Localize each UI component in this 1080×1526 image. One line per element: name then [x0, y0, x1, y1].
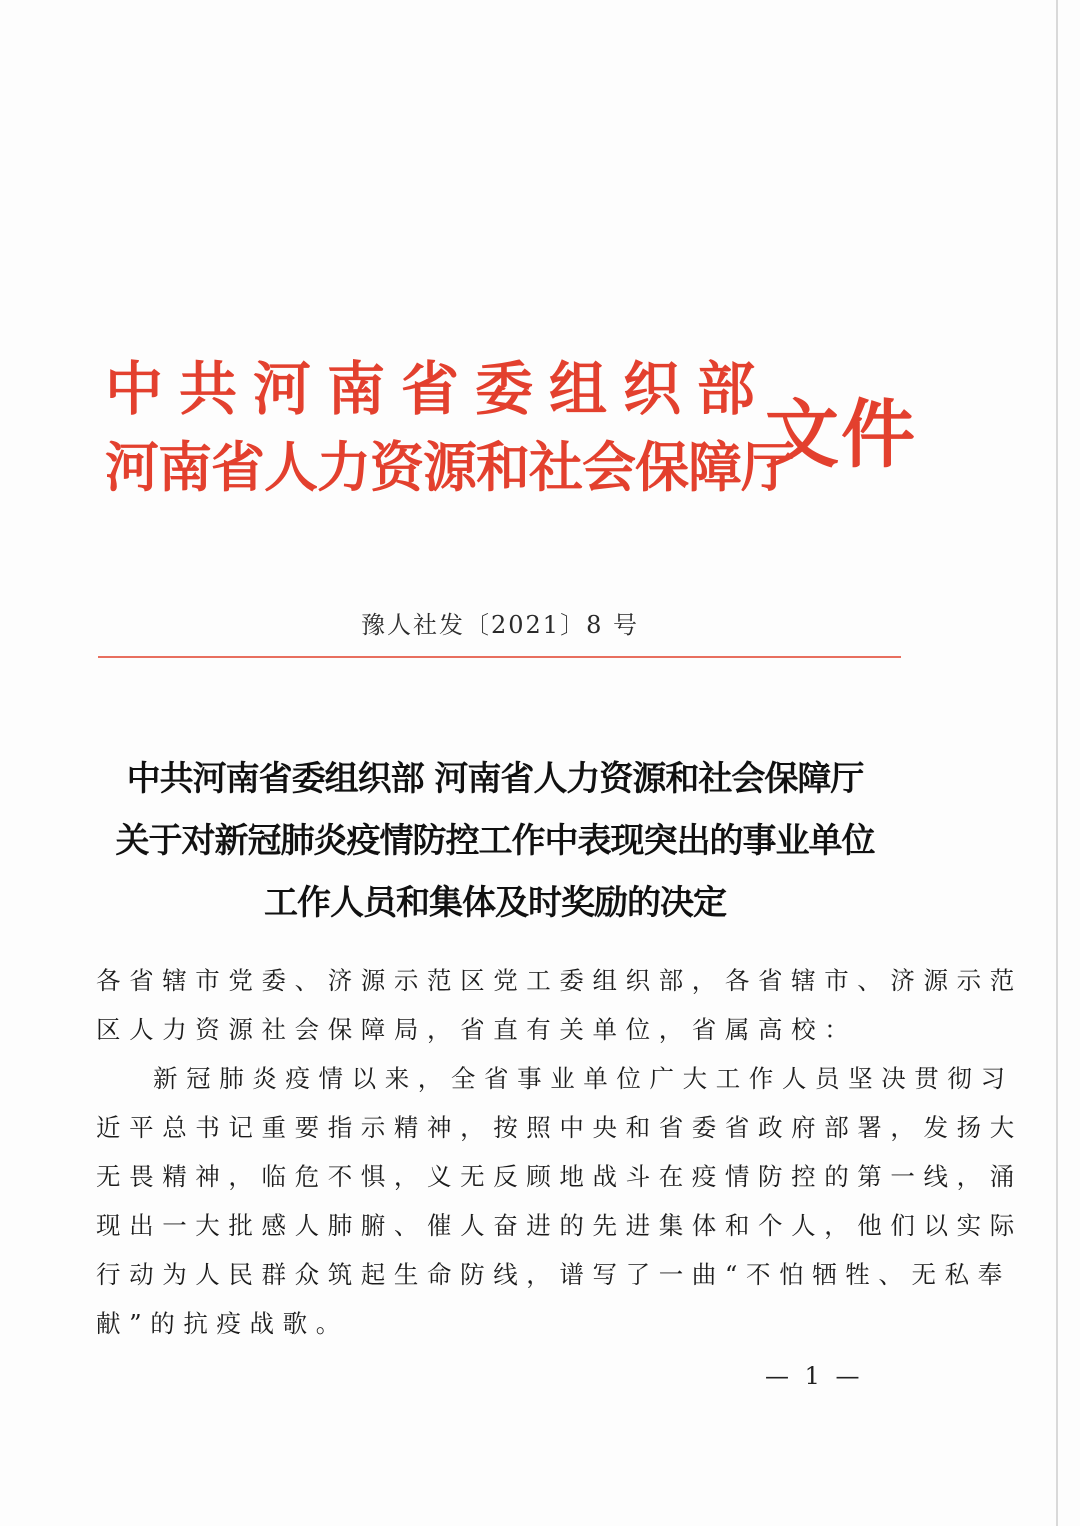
body-line: 献”的抗疫战歌。	[96, 1309, 349, 1338]
title-line-1: 中共河南省委组织部 河南省人力资源和社会保障厅	[126, 759, 864, 799]
issuer-block	[105, 355, 794, 499]
page-number: — 1 —	[765, 1362, 864, 1390]
body-line: 现出一大批感人肺腑、催人奋进的先进集体和个人，他们以实际	[96, 1211, 1023, 1240]
body-line: 行动为人民群众筑起生命防线，谱写了一曲“不怕牺牲、无私奉	[96, 1260, 1011, 1289]
body-line: 近平总书记重要指示精神，按照中央和省委省政府部署，发扬大	[96, 1113, 1023, 1142]
issuer-line-1: 中共河南省委组织部	[105, 355, 772, 423]
title-line-3: 工作人员和集体及时奖励的决定	[264, 883, 726, 923]
body-line: 各省辖市党委、济源示范区党工委组织部，各省辖市、济源示范	[96, 966, 1023, 995]
body-line: 无畏精神，临危不惧，义无反顾地战斗在疫情防控的第一线，涌	[96, 1162, 1023, 1191]
title-line-2: 关于对新冠肺炎疫情防控工作中表现突出的事业单位	[115, 821, 875, 861]
body-line: 新冠肺炎疫情以来，全省事业单位广大工作人员坚决贯彻习	[153, 1064, 1014, 1093]
issuer-line-2: 河南省人力资源和社会保障厅	[105, 435, 794, 499]
document-word: 文件	[765, 392, 917, 478]
red-separator-rule	[98, 656, 901, 658]
document-number: 豫人社发〔2021〕8 号	[361, 611, 639, 639]
page-edge	[1056, 0, 1058, 1526]
body-line: 区人力资源社会保障局，省直有关单位，省属高校：	[96, 1015, 858, 1044]
